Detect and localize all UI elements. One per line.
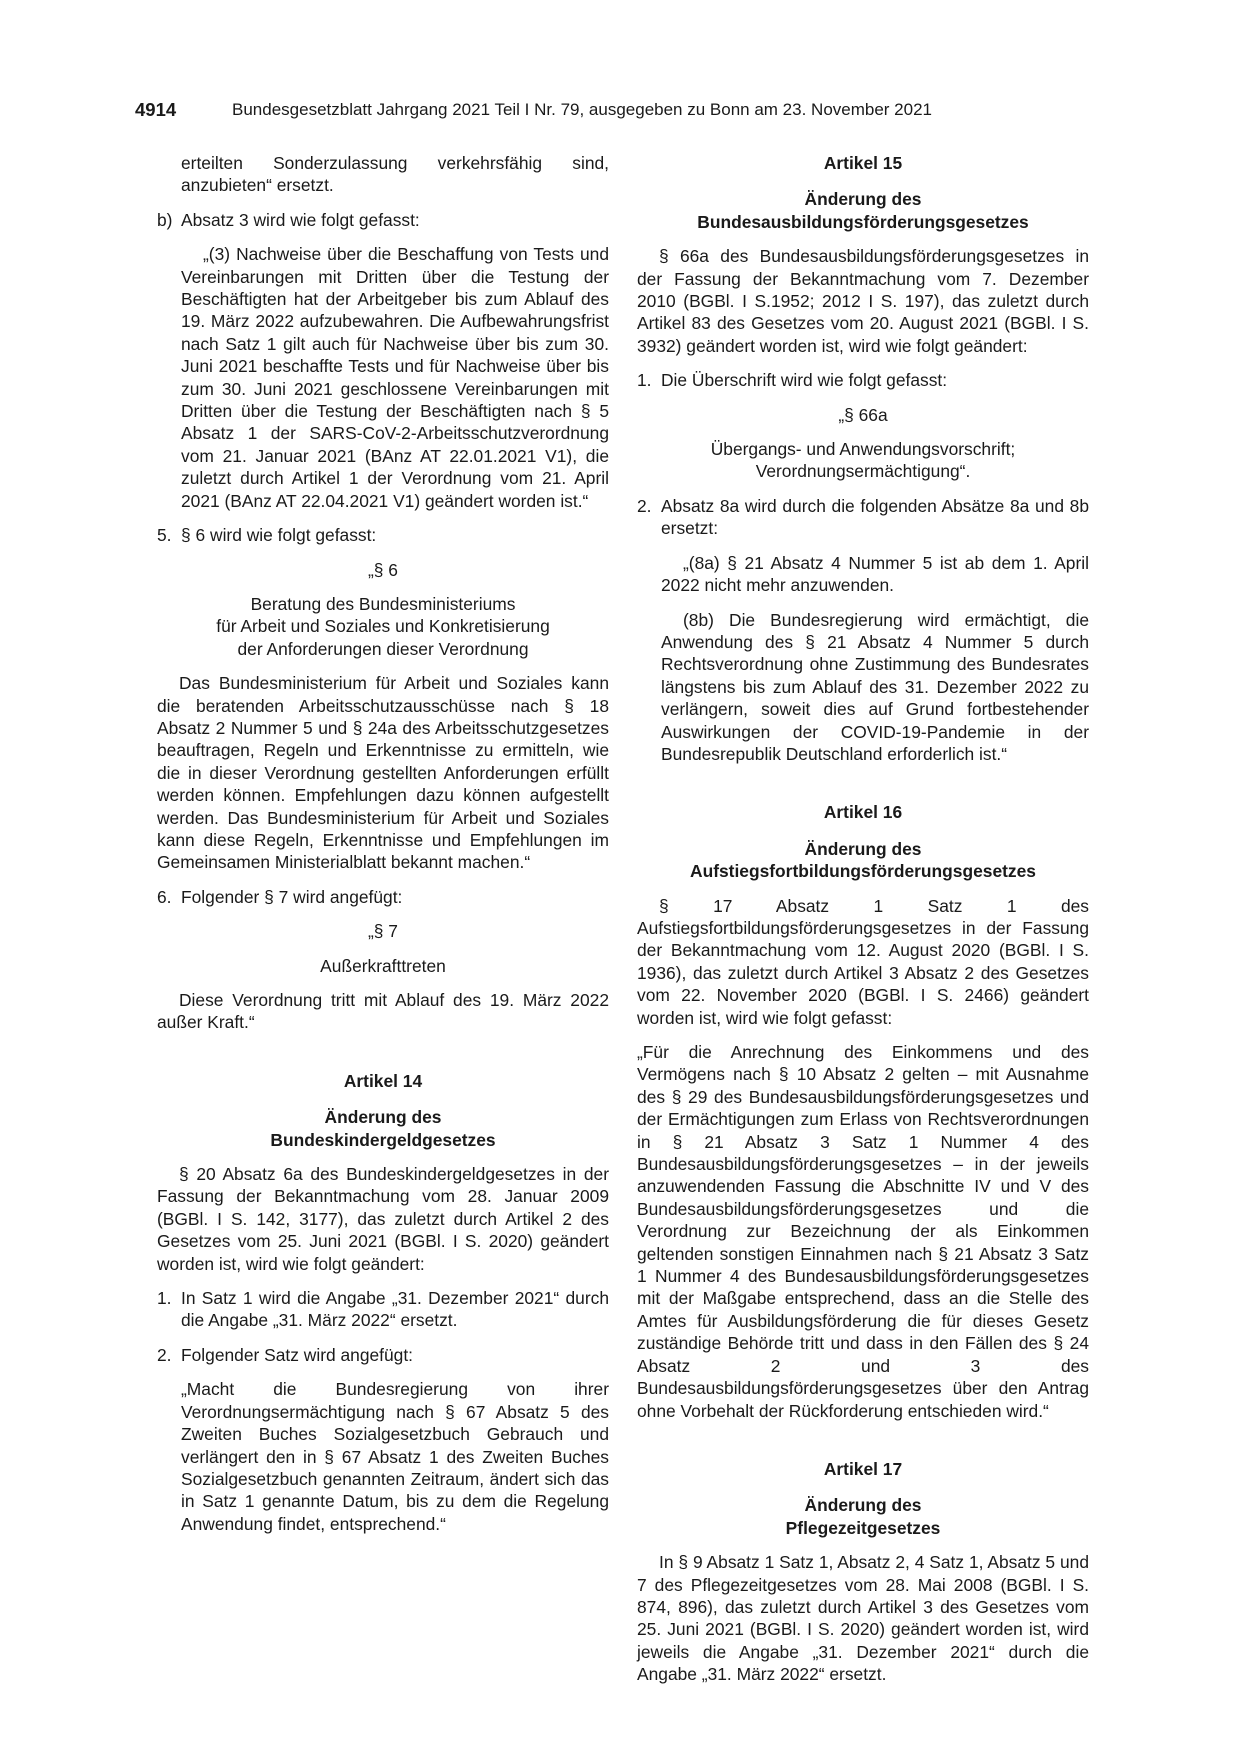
- article-17-subtitle: Änderung des: [804, 1495, 922, 1516]
- list-text: § 6 wird wie folgt gefasst:: [181, 525, 377, 546]
- list-label: 5.: [157, 525, 172, 546]
- absatz-8b-quote: (8b) Die Bundesregierung wird ermächtigt, die Anwendung des § 21 Absatz 4 Nummer 5 durch Rechtsverordnung ohne Zustimmung des Bundesrates längstens bis zum Ablauf des 31. Dezember 2022 zu verlängern, soweit dies auf Grund fortbestehender Auswirkungen der COVID-19-Pandemie in der Bundesrepublik Deutschland erforderlich ist.“: [661, 609, 1089, 764]
- article-14-quote: „Macht die Bundesregierung von ihrer Verordnungsermächtigung nach § 67 Absatz 5 des Zweiten Buches Sozialgesetzbuch Gebrauch und verlängert den in § 67 Absatz 1 des Zweiten Buches Sozialgesetzbuch genannten Zeitraum, ändert sich das in Satz 1 genannte Datum, bis zu dem die Regelung Anwendung findet, entsprechend.“: [181, 1379, 609, 1534]
- article-17-subtitle: Pflegezeitgesetzes: [785, 1517, 941, 1538]
- paragraph-7-body: Diese Verordnung tritt mit Ablauf des 19. März 2022 außer Kraft.“: [157, 990, 609, 1033]
- list-text: Absatz 8a wird durch die folgenden Absätze 8a und 8b ersetzt:: [661, 495, 1089, 539]
- list-label: 1.: [157, 1288, 172, 1309]
- list-text: Die Überschrift wird wie folgt gefasst:: [661, 370, 948, 391]
- page-header: [135, 99, 1110, 125]
- paragraph-66a-title-line: Übergangs- und Anwendungsvorschrift;: [710, 439, 1016, 460]
- list-item-1: [157, 1287, 609, 1332]
- article-15-subtitle: Änderung des: [804, 189, 922, 210]
- article-15-title: Artikel 15: [823, 153, 903, 173]
- article-16-intro: § 17 Absatz 1 Satz 1 des Aufstiegsfortbildungsförderungsgesetzes in der Fassung der Bekanntmachung vom 12. August 2020 (BGBl. I S. 1936), das zuletzt durch Artikel 3 Absatz 2 des Gesetzes vom 22. November 2020 (BGBl. I S. 2466) geändert worden ist, wird wie folgt gefasst:: [637, 895, 1089, 1028]
- article-14-subtitle: Änderung des: [324, 1107, 442, 1128]
- article-16-subtitle: Aufstiegsfortbildungsförderungsgesetzes: [690, 861, 1036, 882]
- list-label: 1.: [637, 370, 652, 391]
- list-item-2: [637, 495, 1089, 540]
- list-item-b: [157, 209, 609, 231]
- list-label: b): [157, 209, 173, 230]
- left-column: [157, 152, 609, 1535]
- article-16-quote: „Für die Anrechnung des Einkommens und des Vermögens nach § 10 Absatz 2 gelten – mit Ausnahme des § 29 des Bundesausbildungsförderungsgesetzes und der Ermächtigungen zum Erlass von Rechtsverordnungen in § 21 Absatz 3 Satz 1 Nummer 4 des Bundesausbildungsförderungsgesetzes – in der jeweils anzuwendenden Fassung die Abschnitte IV und V des Bundesausbildungsförderungsgesetzes und die Verordnung zur Bezeichnung der als Einkommen geltenden sonstigen Einnahmen nach § 21 Absatz 3 Satz 1 Nummer 4 des Bundesausbildungsförderungsgesetzes mit der Maßgabe entsprechend, dass an die Stelle des Amtes für Ausbildungsförderung die für dieses Gesetz zuständige Behörde tritt und dass in den Fällen des § 24 Absatz 2 und 3 des Bundesausbildungsförderungsgesetzes über den Antrag ohne Vorbehalt der Rückforderung entschieden wird.“: [637, 1042, 1089, 1421]
- paragraph-66a-heading: „§ 66a: [838, 404, 888, 425]
- list-text: Folgender Satz wird angefügt:: [181, 1344, 414, 1365]
- article-14-subtitle: Bundeskindergeldgesetzes: [270, 1129, 496, 1150]
- paragraph-6-title-line: der Anforderungen dieser Verordnung: [237, 638, 529, 659]
- article-16-title: Artikel 16: [823, 802, 903, 823]
- list-label: 6.: [157, 886, 172, 907]
- running-title: Bundesgesetzblatt Jahrgang 2021 Teil I Nr. 79, ausgegeben zu Bonn am 23. November 2021: [232, 100, 932, 119]
- list-item-5: [157, 524, 609, 546]
- paragraph-6-title-line: Beratung des Bundesministeriums: [250, 593, 516, 614]
- list-label: 2.: [157, 1344, 172, 1365]
- right-column: [637, 152, 1089, 1686]
- list-label: 2.: [637, 495, 652, 516]
- article-15-intro: § 66a des Bundesausbildungsförderungsgesetzes in der Fassung der Bekanntmachung vom 7. Dezember 2010 (BGBl. I S.1952; 2012 I S. 197), das zuletzt durch Artikel 83 des Gesetzes vom 20. August 2021 (BGBl. I S. 3932) geändert worden ist, wird wie folgt geändert:: [637, 246, 1089, 356]
- paragraph-6-title-line: für Arbeit und Soziales und Konkretisierung: [216, 616, 550, 637]
- article-17-body: In § 9 Absatz 1 Satz 1, Absatz 2, 4 Satz 1, Absatz 5 und 7 des Pflegezeitgesetzes vom 28. Mai 2008 (BGBl. I S. 874, 896), das zuletzt durch Artikel 3 des Gesetzes vom 25. Juni 2021 (BGBl. I S. 2020) geändert worden ist, wird jeweils die Angabe „31. Dezember 2021“ durch die Angabe „31. März 2022“ ersetzt.: [637, 1552, 1089, 1685]
- absatz-8a-quote: „(8a) § 21 Absatz 4 Nummer 5 ist ab dem 1. April 2022 nicht mehr anzuwenden.: [661, 552, 1089, 596]
- article-17-title: Artikel 17: [823, 1458, 903, 1479]
- article-16-subtitle: Änderung des: [804, 838, 922, 859]
- article-14-title: Artikel 14: [343, 1070, 423, 1091]
- article-14-intro: § 20 Absatz 6a des Bundeskindergeldgesetzes in der Fassung der Bekanntmachung vom 28. Januar 2009 (BGBl. I S. 142, 3177), das zuletzt durch Artikel 2 des Gesetzes vom 25. Juni 2021 (BGBl. I S. 2020) geändert worden ist, wird wie folgt geändert:: [157, 1164, 609, 1274]
- paragraph-6-heading: „§ 6: [368, 559, 398, 580]
- paragraph-7-title: Außerkrafttreten: [320, 955, 446, 976]
- list-text: Absatz 3 wird wie folgt gefasst:: [181, 209, 420, 230]
- page-number: 4914: [135, 99, 177, 120]
- list-text: Folgender § 7 wird angefügt:: [181, 886, 403, 907]
- article-15-subtitle: Bundesausbildungsförderungsgesetzes: [697, 211, 1029, 232]
- paragraph-6-body: Das Bundesministerium für Arbeit und Soziales kann die beratenden Arbeitsschutzausschüsse nach § 18 Absatz 2 Nummer 5 und § 24a des Arbeitsschutzgesetzes beauftragen, Regeln und Erkenntnisse zu ermitteln, wie die in dieser Verordnung gestellten Anforderungen erfüllt werden können. Empfehlungen dazu können aufgestellt werden. Das Bundesministerium für Arbeit und Soziales kann diese Regeln, Erkenntnisse und Empfehlungen im Gemeinsamen Ministerialblatt bekannt machen.“: [157, 673, 609, 873]
- list-text: In Satz 1 wird die Angabe „31. Dezember 2021“ durch die Angabe „31. März 2022“ ersetzt.: [181, 1288, 609, 1331]
- list-item-1: [637, 369, 1089, 391]
- list-item-2: [157, 1344, 609, 1366]
- list-item-6: [157, 886, 609, 908]
- absatz-3-quote: „(3) Nachweise über die Beschaffung von Tests und Vereinbarungen mit Dritten über die Testung der Beschäftigten hat der Arbeitgeber bis zum Ablauf des 19. März 2022 aufzubewahren. Die Aufbewahrungsfrist nach Satz 1 gilt auch für Nachweise über bis zum 30. Juni 2021 beschaffte Tests und für Nachweise über bis zum 30. Juni 2021 geschlossene Vereinbarungen mit Dritten über die Testung der Beschäftigten nach § 5 Absatz 1 der SARS-CoV-2-Arbeitsschutzverordnung vom 21. Januar 2021 (BAnz AT 22.01.2021 V1), die zuletzt durch Artikel 1 der Verordnung vom 21. April 2021 (BAnz AT 22.04.2021 V1) geändert worden ist.“: [181, 244, 609, 511]
- paragraph-66a-title-line: Verordnungsermächtigung“.: [755, 461, 971, 482]
- continued-text: erteilten Sonderzulassung verkehrsfähig sind, anzubieten“ ersetzt.: [181, 153, 609, 196]
- paragraph-7-heading: „§ 7: [368, 921, 398, 942]
